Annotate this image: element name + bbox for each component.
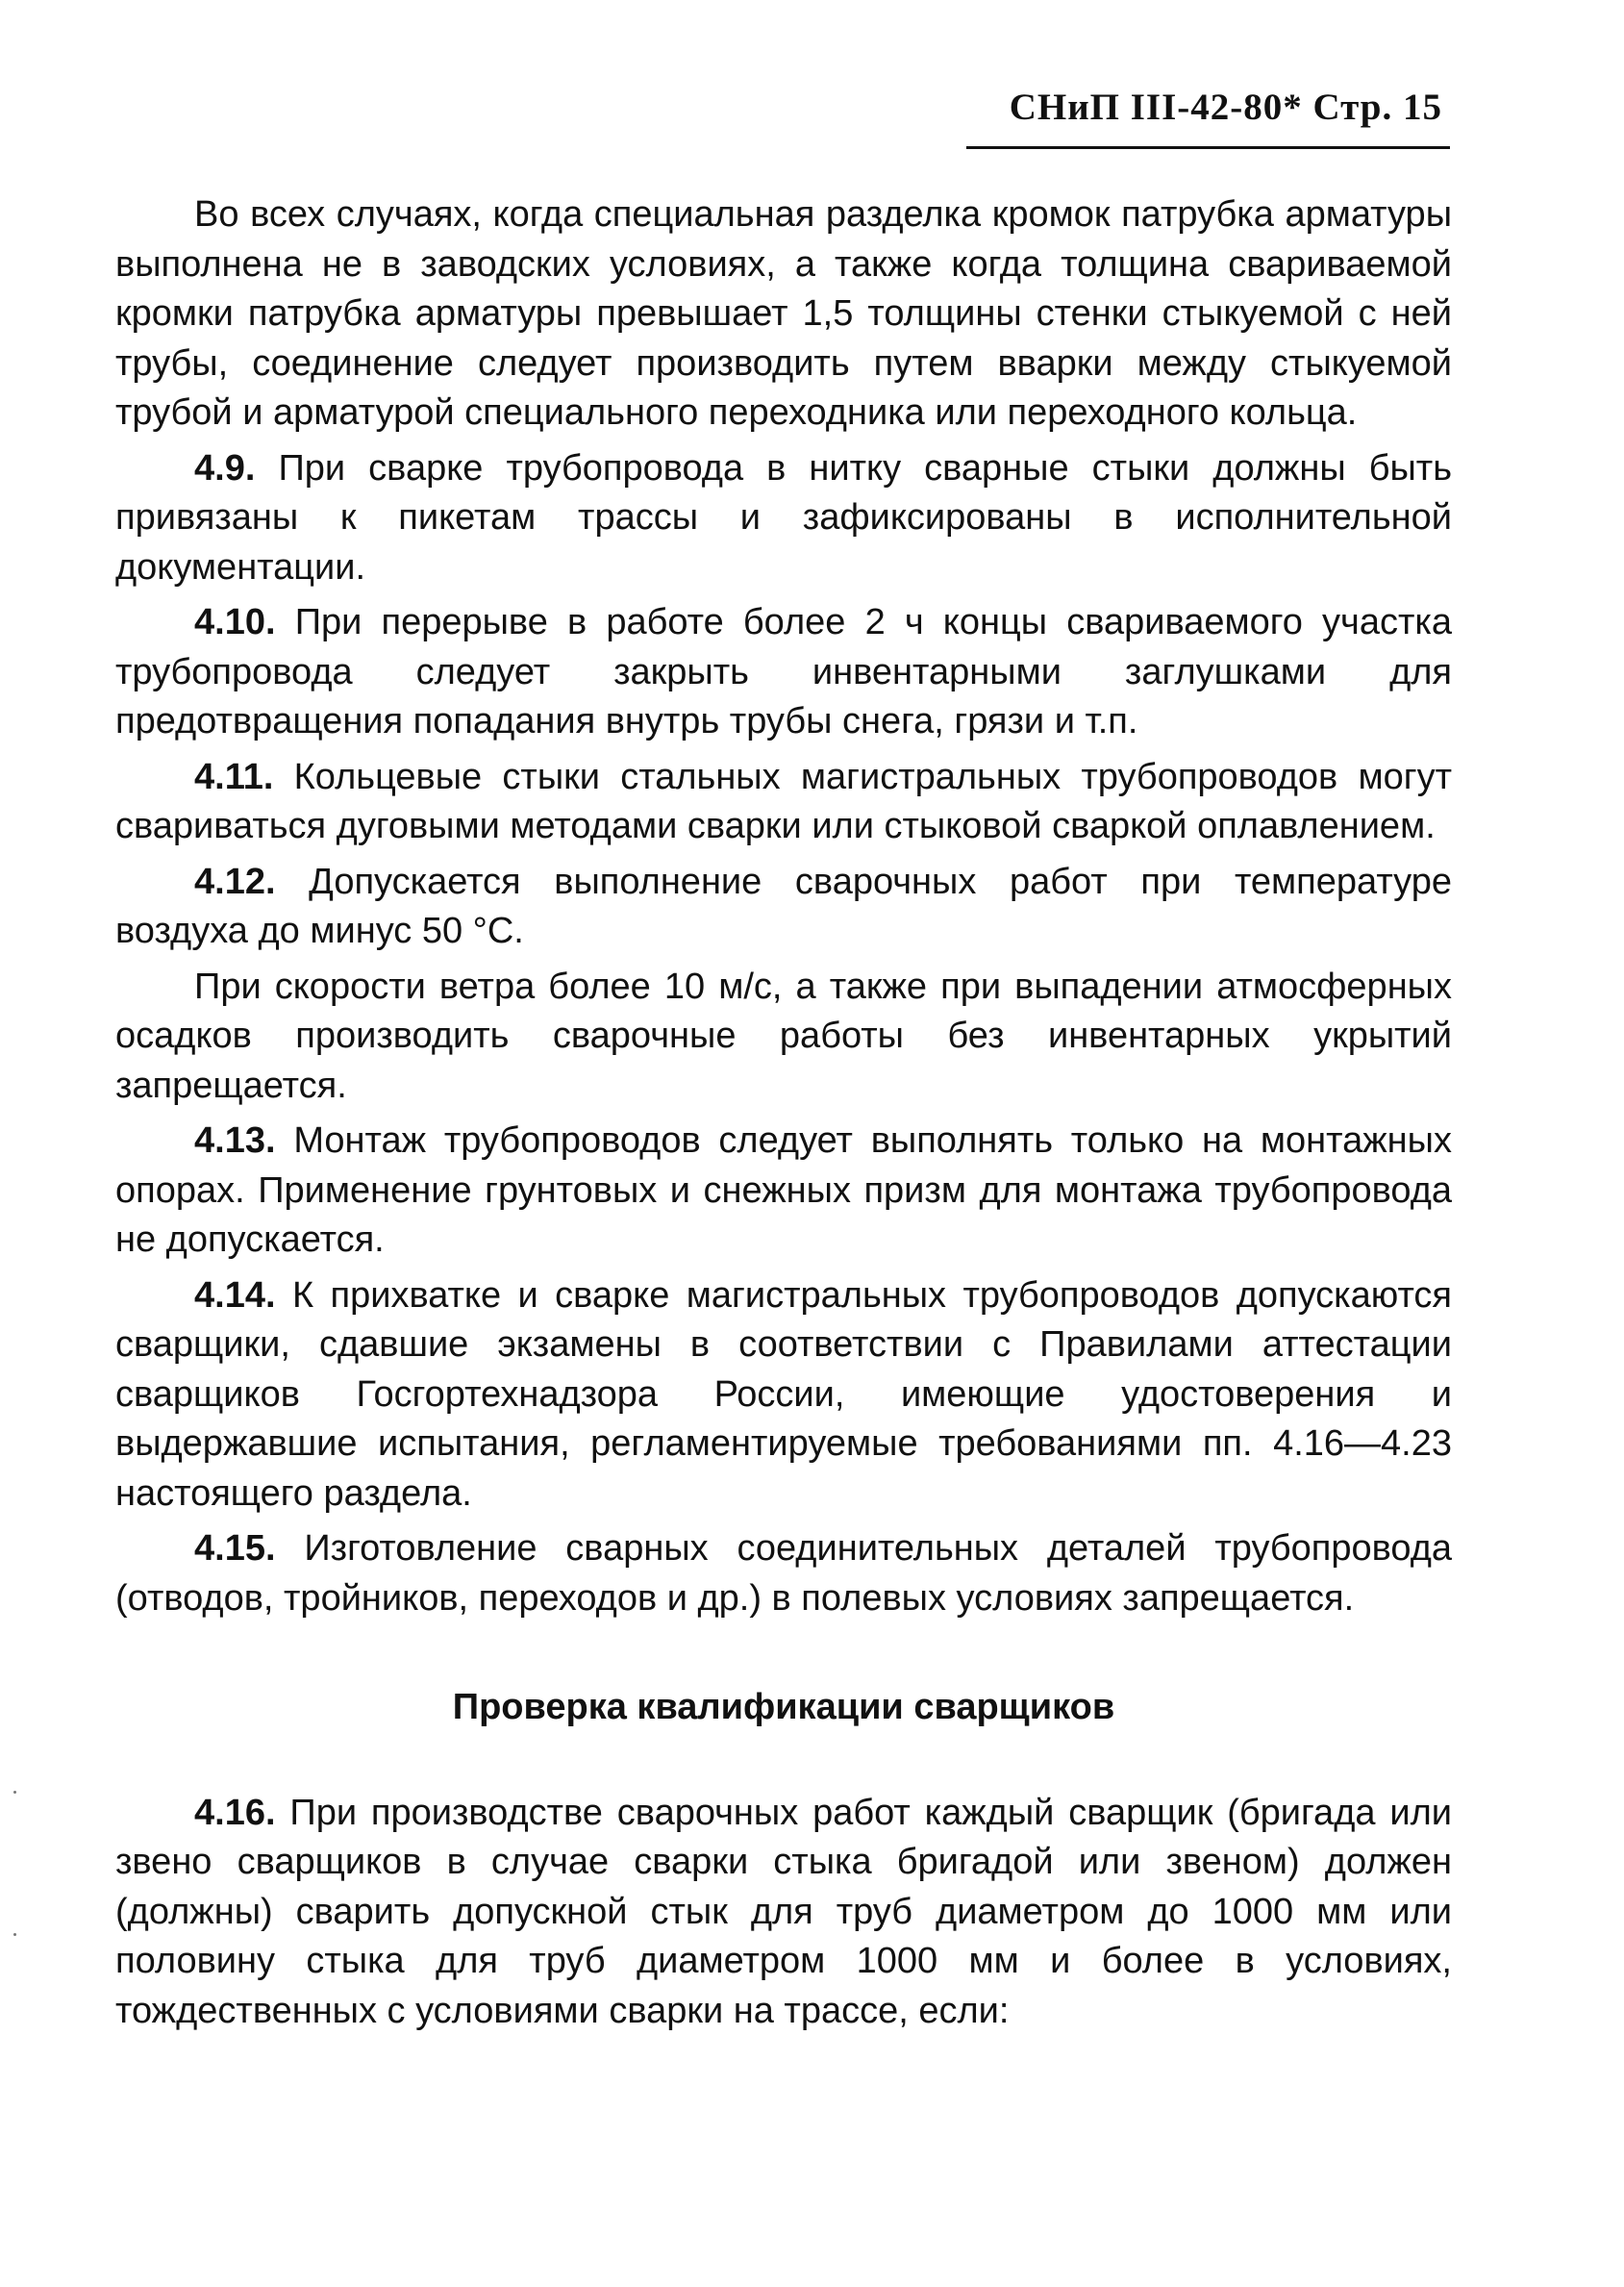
paragraph-number: 4.15. (194, 1528, 276, 1569)
paragraph-4-14 (115, 1271, 1452, 1520)
paragraph-text: Монтаж трубопроводов следует выполнять только на монтажных опорах. Применение грунтовых и снежных призм для монтажа трубопровода не допускается. (115, 1120, 1452, 1260)
paragraph-4-10 (115, 598, 1452, 747)
paragraph-text: При скорости ветра более 10 м/с, а также при выпадении атмосферных осадков производить сварочные работы без инвентарных укрытий запрещается. (115, 966, 1452, 1106)
paragraph-4-12-continued (115, 963, 1452, 1112)
paragraph-4-12 (115, 858, 1452, 957)
paragraph-number: 4.10. (194, 602, 276, 642)
paragraph-4-9 (115, 444, 1452, 593)
running-header: СНиП III-42-80* Стр. 15 (1009, 87, 1442, 128)
paragraph-text: При сварке трубопровода в нитку сварные стыки должны быть привязаны к пикетам трассы и зафиксированы в исполнительной документации. (115, 447, 1452, 588)
paragraph-text: При производстве сварочных работ каждый сварщик (бригада или звено сварщиков в случае сварки стыка бригадой или звеном) должен (должны) сварить допускной стык для труб диаметром до 1000 мм или половину стыка для труб диаметром 1000 мм и более в условиях, тождественных с условиями сварки на трассе, если: (115, 1792, 1452, 2031)
paragraph-4-11 (115, 753, 1452, 852)
paragraph-text: Изготовление сварных соединительных деталей трубопровода (отводов, тройников, переходов и др.) в полевых условиях запрещается. (115, 1528, 1453, 1619)
paragraph-4-13 (115, 1117, 1452, 1266)
header-rule (966, 146, 1450, 149)
paragraph-number: 4.11. (194, 756, 274, 797)
paragraph-4-16 (115, 1789, 1452, 2037)
paragraph-text: К прихватке и сварке магистральных трубопроводов допускаются сварщики, сдавшие экзамены в соответствии с Правилами аттестации сварщиков Госгортехнадзора России, имеющие удостоверения и выдержавшие испытания, регламентируемые требованиями пп. 4.16—4.23 настоящего раздела. (115, 1274, 1452, 1514)
paragraph-intro (115, 190, 1452, 439)
scan-speck (13, 1791, 16, 1794)
paragraph-text: Допускается выполнение сварочных работ при температуре воздуха до минус 50 °С. (115, 861, 1452, 951)
paragraph-number: 4.13. (194, 1120, 276, 1161)
scan-speck (13, 1933, 16, 1936)
body-text (115, 190, 1452, 2042)
paragraph-text: Кольцевые стыки стальных магистральных трубопроводов могут свариваться дуговыми методами сварки или стыковой сваркой оплавлением. (115, 756, 1452, 846)
paragraph-text: Во всех случаях, когда специальная разделка кромок патрубка арматуры выполнена не в заводских условиях, а также когда толщина свариваемой кромки патрубка арматуры превышает 1,5 толщины стенки стыкуемой с ней трубы, соединение следует производить путем вварки между стыкуемой трубой и арматурой специального переходника или переходного кольца. (115, 194, 1452, 433)
paragraph-4-15 (115, 1524, 1452, 1623)
section-heading: Проверка квалификации сварщиков (452, 1687, 1115, 1727)
paragraph-number: 4.14. (194, 1274, 276, 1316)
paragraph-number: 4.16. (194, 1792, 276, 1833)
paragraph-text: При перерыве в работе более 2 ч концы свариваемого участка трубопровода следует закрыть инвентарными заглушками для предотвращения попадания внутрь трубы снега, грязи и т.п. (115, 602, 1452, 741)
paragraph-number: 4.12. (194, 861, 276, 902)
paragraph-number: 4.9. (194, 447, 256, 489)
